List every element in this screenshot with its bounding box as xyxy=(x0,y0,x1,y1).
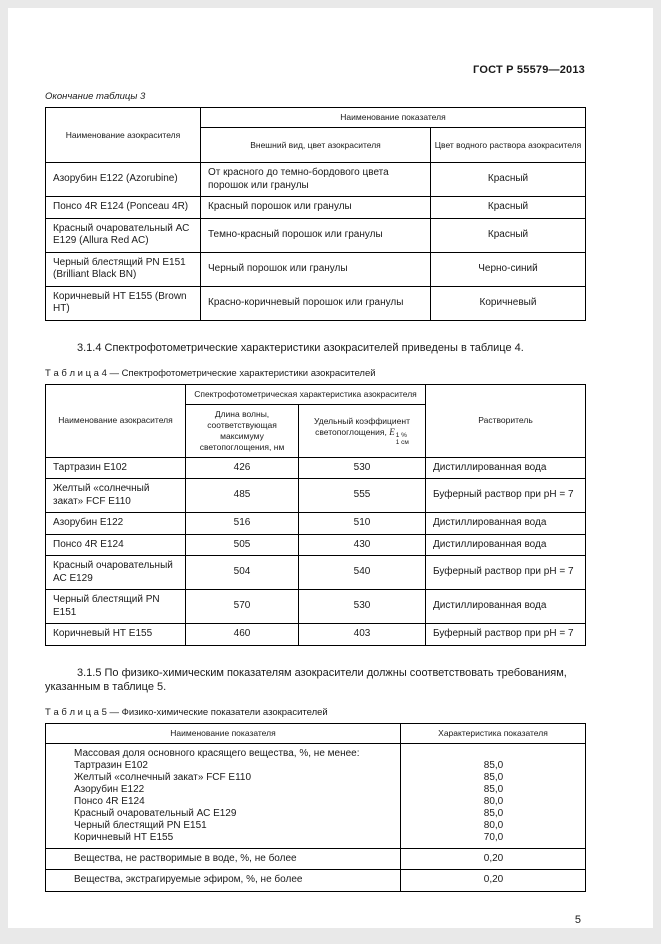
table4-col-dye-name: Наименование азокрасителя xyxy=(46,384,186,457)
wavelength-cell: 505 xyxy=(186,534,299,556)
solvent-cell: Дистиллированная вода xyxy=(426,590,586,624)
azo-dye-name-cell: Красный очаровательный АС Е129 xyxy=(46,556,186,590)
table5-col-characteristic: Характеристика показателя xyxy=(401,723,586,743)
table4-spectrophotometric xyxy=(45,384,586,646)
solvent-cell: Буферный раствор при рН = 7 xyxy=(426,624,586,646)
wavelength-cell: 570 xyxy=(186,590,299,624)
coefficient-cell: 430 xyxy=(299,534,426,556)
table5-caption: Т а б л и ц а 5 — Физико-химические показатели азокрасителей xyxy=(45,706,328,718)
paragraph-3-1-4: 3.1.4 Спектрофотометрические характеристики азокрасителей приведены в таблице 4. xyxy=(77,341,524,354)
indicator-value: 80,0 xyxy=(483,795,504,807)
coefficient-label: Удельный коэффициент светопоглощения, xyxy=(314,415,410,437)
table-row xyxy=(46,218,586,252)
azo-dye-name-cell: Азорубин Е122 xyxy=(46,513,186,535)
coefficient-cell: 530 xyxy=(299,457,426,479)
coefficient-cell: 555 xyxy=(299,479,426,513)
wavelength-cell: 426 xyxy=(186,457,299,479)
azo-dye-name-cell: Желтый «солнечный закат» FCF Е110 xyxy=(46,479,186,513)
coefficient-cell: 510 xyxy=(299,513,426,535)
azo-dye-name-cell: Красный очаровательный АС Е129 (Allura Red AC) xyxy=(46,218,201,252)
table-header-row xyxy=(46,108,586,128)
solution-color-cell: Красный xyxy=(431,197,586,219)
table-header-row xyxy=(46,723,586,743)
azo-dye-name-cell: Понсо 4R Е124 xyxy=(46,534,186,556)
table-row xyxy=(46,513,586,535)
indicator-name: Понсо 4R Е124 xyxy=(74,795,145,807)
azo-dye-name-cell: Черный блестящий PN Е151 xyxy=(46,590,186,624)
wavelength-cell: 485 xyxy=(186,479,299,513)
document-page xyxy=(8,8,653,928)
table-row xyxy=(46,457,586,479)
indicator-name: Желтый «солнечный закат» FCF Е110 xyxy=(74,771,252,783)
coefficient-cell: 403 xyxy=(299,624,426,646)
azo-dye-name-cell: Азорубин Е122 (Azorubine) xyxy=(46,163,201,197)
table3-continuation-caption: Окончание таблицы 3 xyxy=(45,91,146,102)
standard-number-header: ГОСТ Р 55579—2013 xyxy=(473,64,585,76)
indicator-group-header: Массовая доля основного красящего вещества, %, не менее: xyxy=(74,747,360,759)
indicator-cell: Вещества, экстрагируемые эфиром, %, не более xyxy=(46,870,401,892)
table-row xyxy=(46,534,586,556)
indicator-value: 70,0 xyxy=(483,831,504,843)
appearance-cell: От красного до темно-бордового цвета порошок или гранулы xyxy=(201,163,431,197)
table-row xyxy=(46,848,586,870)
azo-dye-name-cell: Черный блестящий PN Е151 (Brilliant Black BN) xyxy=(46,252,201,286)
table3-col-dye-name: Наименование азокрасителя xyxy=(46,108,201,163)
solvent-cell: Дистиллированная вода xyxy=(426,457,586,479)
indicator-cell: Вещества, не растворимые в воде, %, не более xyxy=(46,848,401,870)
azo-dye-name-cell: Тартразин Е102 xyxy=(46,457,186,479)
wavelength-cell: 516 xyxy=(186,513,299,535)
solvent-cell: Дистиллированная вода xyxy=(426,513,586,535)
blank-line xyxy=(408,748,579,760)
table4-col-solvent: Растворитель xyxy=(426,384,586,457)
indicator-name: Азорубин Е122 xyxy=(74,783,145,795)
indicator-value: 80,0 xyxy=(483,819,504,831)
coefficient-cell: 530 xyxy=(299,590,426,624)
solvent-cell: Дистиллированная вода xyxy=(426,534,586,556)
e-superscript: 1 % xyxy=(395,431,407,439)
wavelength-cell: 504 xyxy=(186,556,299,590)
e-subscript: 1 см xyxy=(395,438,409,446)
e-symbol: E xyxy=(389,426,395,437)
appearance-cell: Темно-красный порошок или гранулы xyxy=(201,218,431,252)
table4-col-group-characteristic: Спектрофотометрическая характеристика азокрасителя xyxy=(186,384,426,404)
table4-col-coefficient xyxy=(299,404,426,457)
table-row xyxy=(46,624,586,646)
table-row xyxy=(46,479,586,513)
table3-col-group-indicator: Наименование показателя xyxy=(201,108,586,128)
table5-physico-chemical xyxy=(45,723,586,892)
table-row xyxy=(46,590,586,624)
table5-col-indicator: Наименование показателя xyxy=(46,723,401,743)
page-content xyxy=(45,8,585,926)
indicator-value: 85,0 xyxy=(483,759,504,771)
solution-color-cell: Коричневый xyxy=(431,286,586,320)
indicator-value: 85,0 xyxy=(483,807,504,819)
table3-col-appearance: Внешний вид, цвет азокрасителя xyxy=(201,128,431,163)
page-number: 5 xyxy=(574,913,581,926)
value-cell: 0,20 xyxy=(401,848,586,870)
table-row xyxy=(46,163,586,197)
table-row xyxy=(46,197,586,219)
solvent-cell: Буферный раствор при рН = 7 xyxy=(426,556,586,590)
table-header-row xyxy=(46,384,586,404)
indicator-value: 85,0 xyxy=(483,771,504,783)
indicator-cell xyxy=(46,743,401,848)
indicator-value: 85,0 xyxy=(483,783,504,795)
table-row xyxy=(46,286,586,320)
solution-color-cell: Красный xyxy=(431,218,586,252)
azo-dye-name-cell: Коричневый НТ Е155 (Brown HT) xyxy=(46,286,201,320)
table3-col-solution-color: Цвет водного раствора азокрасителя xyxy=(431,128,586,163)
indicator-name: Черный блестящий PN Е151 xyxy=(74,819,207,831)
coefficient-cell: 540 xyxy=(299,556,426,590)
solvent-cell: Буферный раствор при рН = 7 xyxy=(426,479,586,513)
table-row xyxy=(46,743,586,848)
e-sup-sub xyxy=(396,432,409,446)
indicator-name: Тартразин Е102 xyxy=(74,759,148,771)
indicator-name: Красный очаровательный АС Е129 xyxy=(74,807,237,819)
azo-dye-name-cell: Понсо 4R Е124 (Ponceau 4R) xyxy=(46,197,201,219)
table4-caption: Т а б л и ц а 4 — Спектрофотометрические характеристики азокрасителей xyxy=(45,367,376,379)
solution-color-cell: Черно-синий xyxy=(431,252,586,286)
paragraph-3-1-5: 3.1.5 По физико-химическим показателям азокрасители должны соответствовать требованиям, указанным в таблице 5. xyxy=(45,666,567,693)
table4-col-wavelength: Длина волны, соответствующая максимуму светопоглощения, нм xyxy=(186,404,299,457)
table-row xyxy=(46,556,586,590)
indicator-name: Коричневый НТ Е155 xyxy=(74,831,174,843)
solution-color-cell: Красный xyxy=(431,163,586,197)
appearance-cell: Красно-коричневый порошок или гранулы xyxy=(201,286,431,320)
wavelength-cell: 460 xyxy=(186,624,299,646)
azo-dye-name-cell: Коричневый НТ Е155 xyxy=(46,624,186,646)
table-row xyxy=(46,870,586,892)
table-row xyxy=(46,252,586,286)
value-cell: 0,20 xyxy=(401,870,586,892)
table3-azo-dye-appearance xyxy=(45,107,586,321)
appearance-cell: Красный порошок или гранулы xyxy=(201,197,431,219)
appearance-cell: Черный порошок или гранулы xyxy=(201,252,431,286)
value-cell xyxy=(401,743,586,848)
